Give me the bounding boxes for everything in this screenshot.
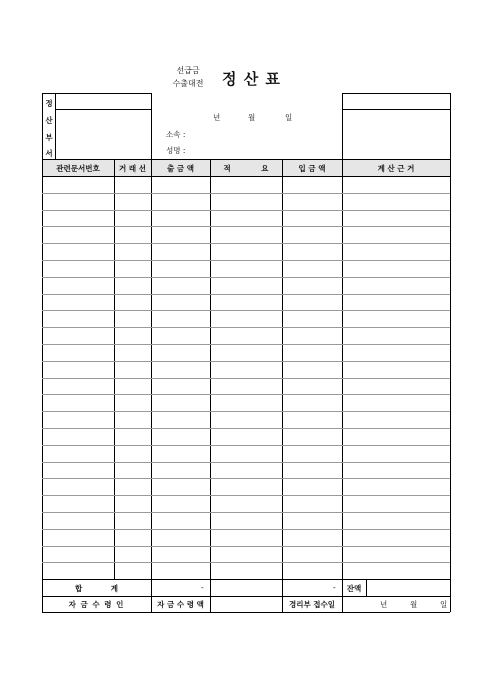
table-row[interactable] — [42, 394, 450, 395]
table-row[interactable] — [42, 361, 450, 362]
table-row[interactable] — [42, 210, 450, 211]
balance-field[interactable] — [367, 580, 449, 595]
table-row[interactable] — [42, 562, 450, 563]
table-row[interactable] — [42, 512, 450, 513]
fund-amount-label: 자 금 수 령 액 — [157, 600, 204, 609]
table-row[interactable] — [42, 193, 450, 194]
column-header-withdrawal: 출 금 액 — [167, 163, 194, 173]
table-row[interactable] — [42, 411, 450, 412]
table-row[interactable] — [42, 478, 450, 479]
table-row[interactable] — [42, 327, 450, 328]
received-date-label: 경리부 접수일 — [288, 600, 336, 609]
column-header-document-number: 관련문서번호 — [56, 163, 100, 173]
column-header-description: 적 요 — [223, 163, 269, 173]
received-date-day: 일 — [440, 600, 448, 609]
side-label-char-3: 부 — [45, 133, 53, 142]
total-withdrawal-value: - — [201, 583, 204, 592]
table-row[interactable] — [42, 243, 450, 244]
table-row[interactable] — [42, 445, 450, 446]
fund-recipient-label: 자 금 수 령 인 — [68, 600, 125, 609]
table-row[interactable] — [42, 277, 450, 278]
table-row[interactable] — [42, 546, 450, 547]
table-row[interactable] — [42, 226, 450, 227]
table-row[interactable] — [42, 344, 450, 345]
table-row[interactable] — [42, 378, 450, 379]
date-month-label: 월 — [248, 113, 256, 122]
side-label-char-2: 산 — [45, 116, 53, 125]
fund-amount-field[interactable] — [211, 597, 281, 611]
page-title: 정 산 표 — [222, 70, 281, 88]
table-row[interactable] — [42, 310, 450, 311]
column-header-deposit: 입 금 액 — [298, 163, 326, 173]
title-subtitle-line2: 수출대전 — [172, 79, 204, 88]
side-label-char-4: 서 — [45, 149, 53, 158]
date-day-label: 일 — [285, 113, 293, 122]
department-stamp-cell-2[interactable] — [56, 110, 150, 158]
department-stamp-cell-1[interactable] — [56, 94, 150, 108]
received-date-month: 월 — [410, 600, 418, 609]
approval-cell-1[interactable] — [343, 94, 449, 108]
title-subtitle-line1: 선급금 — [176, 66, 200, 75]
total-deposit-value: - — [333, 583, 336, 592]
balance-label: 잔액 — [346, 583, 362, 593]
column-header-calculation-basis: 계 산 근 거 — [377, 163, 415, 173]
table-row[interactable] — [42, 260, 450, 261]
side-label-char-1: 정 — [45, 99, 53, 108]
date-year-label: 년 — [213, 113, 221, 122]
title-subtitle — [162, 64, 214, 90]
total-label: 합 계 — [74, 583, 119, 593]
table-row[interactable] — [42, 462, 450, 463]
table-row[interactable] — [42, 294, 450, 295]
name-label: 성명 : — [166, 146, 186, 155]
table-row[interactable] — [42, 495, 450, 496]
approval-cell-2[interactable] — [343, 110, 449, 158]
table-row[interactable] — [42, 428, 450, 429]
table-row[interactable] — [42, 529, 450, 530]
received-date-year: 년 — [380, 600, 388, 609]
affiliation-label: 소속 : — [166, 130, 186, 139]
column-header-vendor: 거 래 선 — [119, 163, 146, 173]
